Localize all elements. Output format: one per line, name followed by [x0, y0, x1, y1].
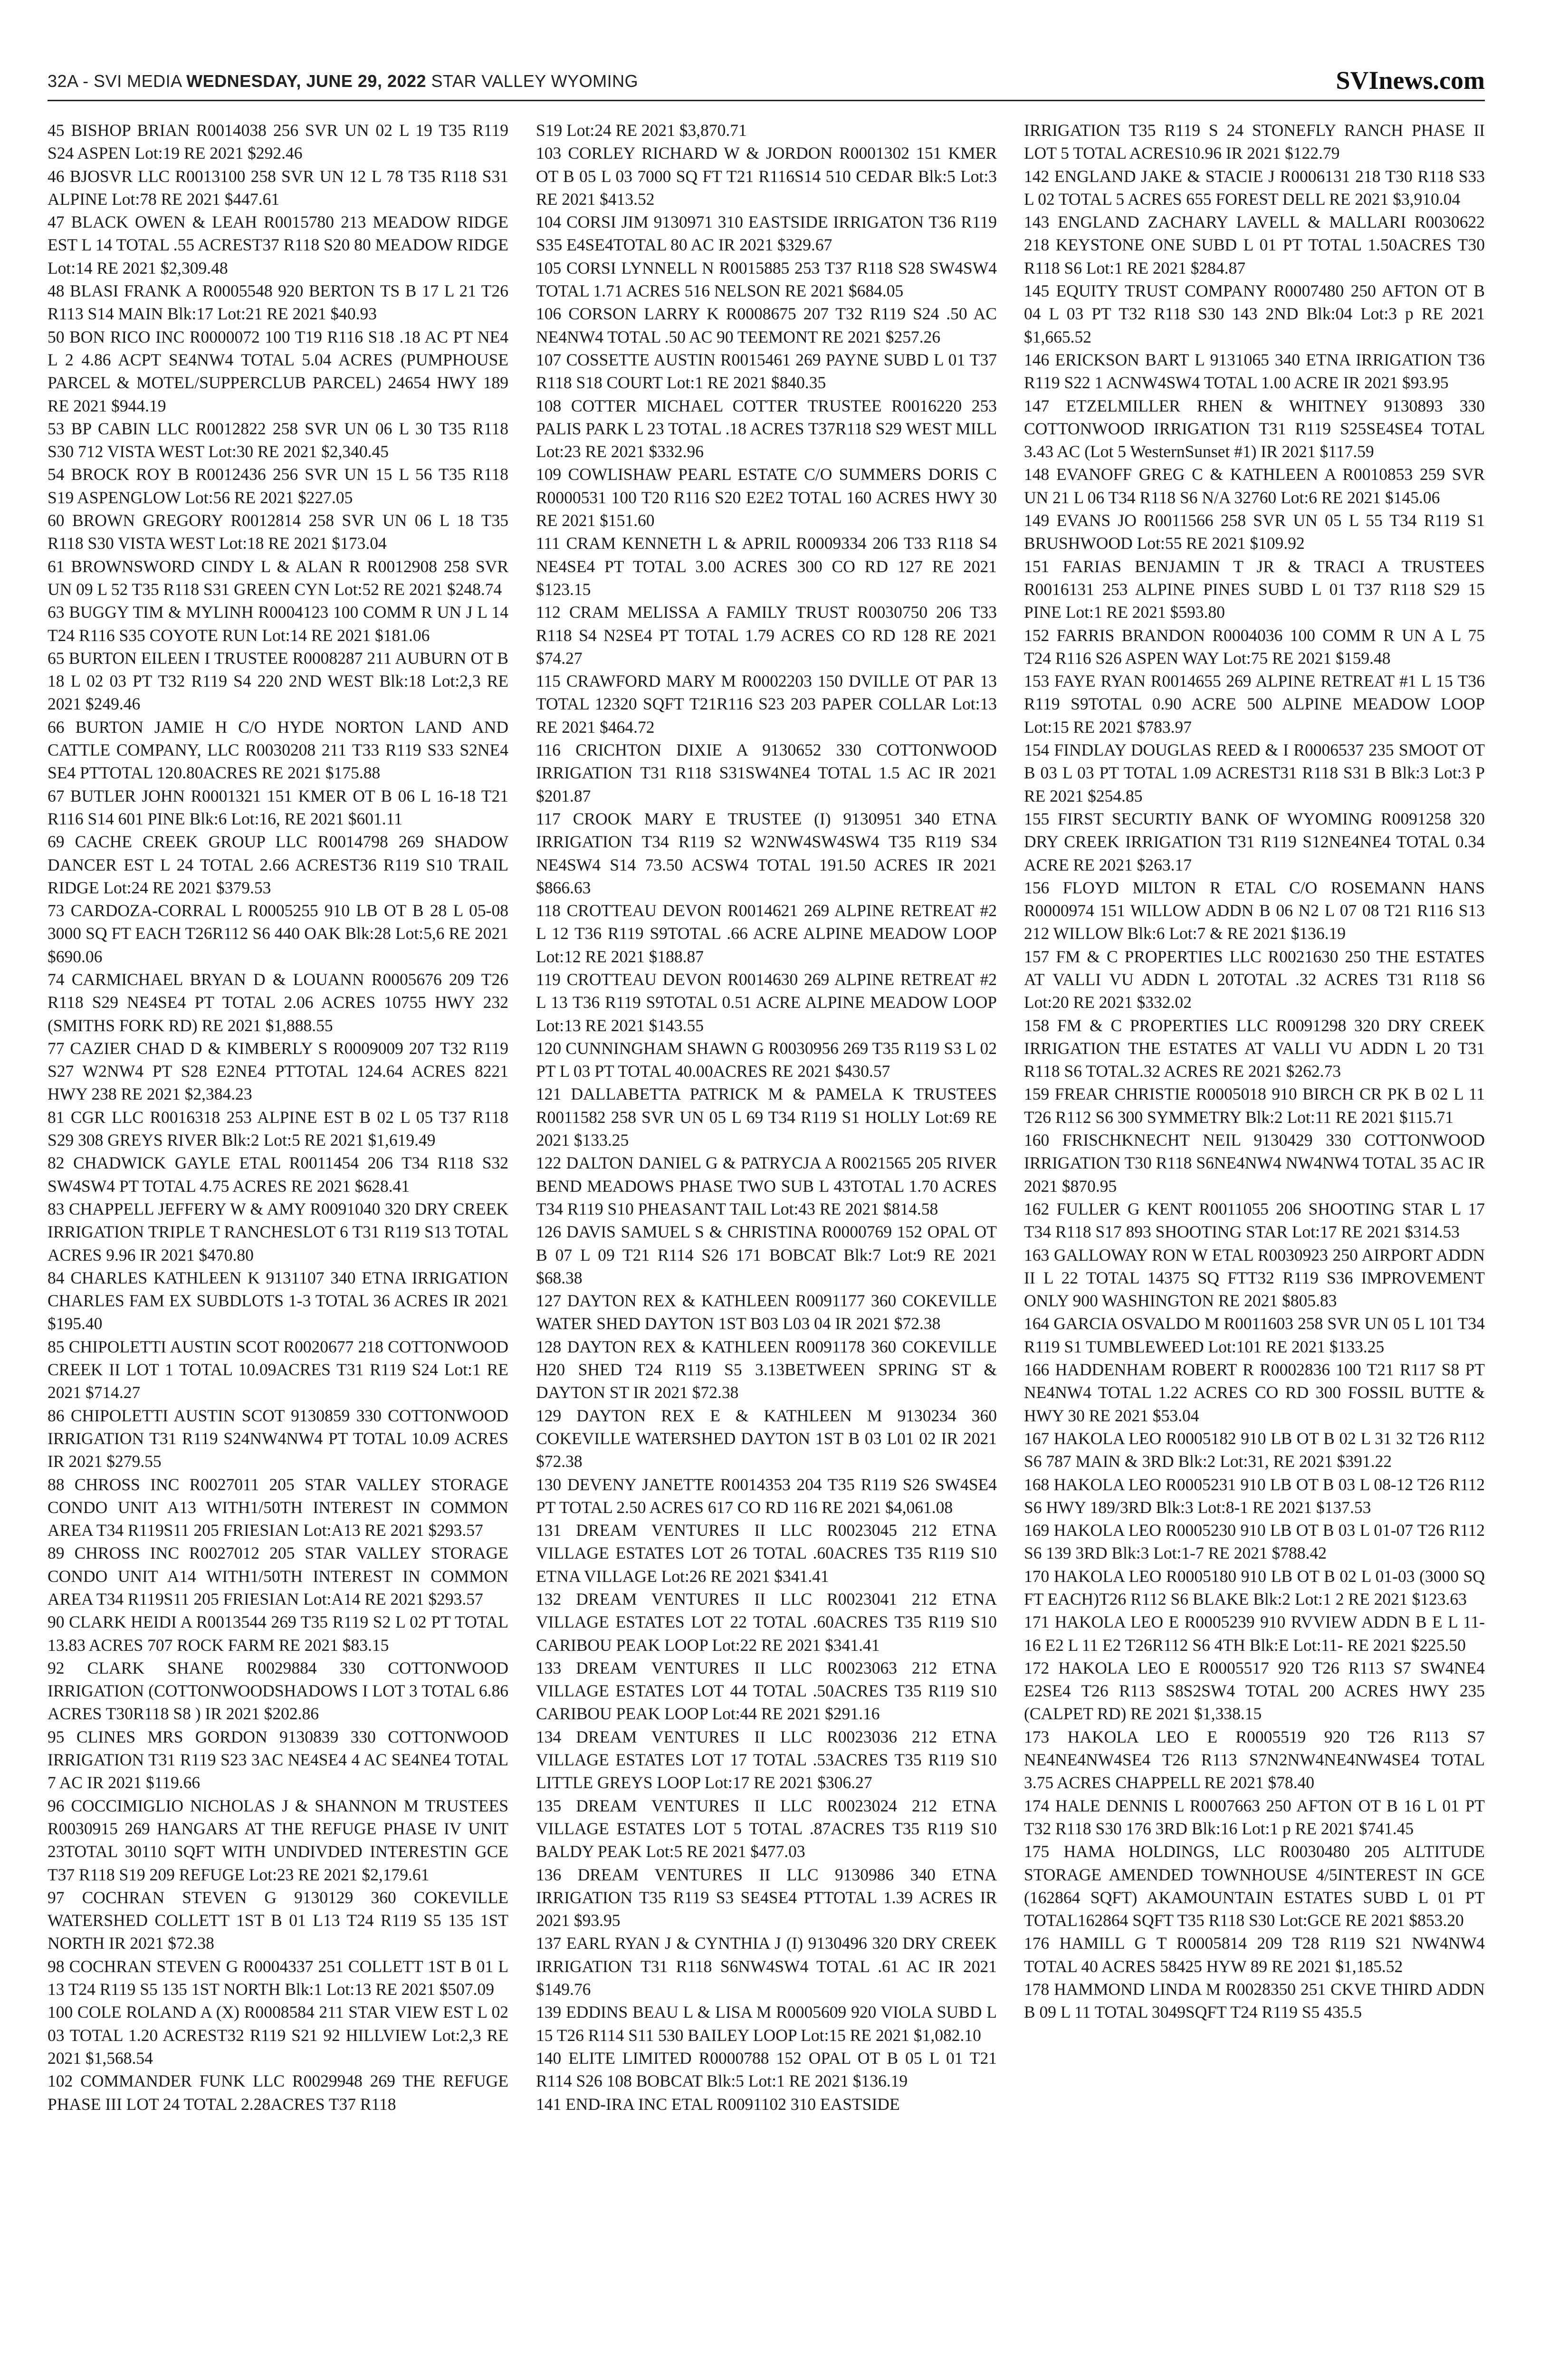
- tax-listing-entry: 141 END-IRA INC ETAL R0091102 310 EASTSIDE: [536, 2094, 900, 2114]
- tax-listing-entry: 92 CLARK SHANE R0029884 330 COTTONWOOD IRRIGATION (COTTONWOODSHADOWS I LOT 3 TOTAL 6.86 ACRES T30R118 S8 ) IR 2021 $202.86: [48, 1658, 508, 1724]
- tax-listing-entry: 166 HADDENHAM ROBERT R R0002836 100 T21 R117 S8 PT NE4NW4 TOTAL 1.22 ACRES CO RD 300 FOSSIL BUTTE & HWY 30 RE 2021 $53.04: [1024, 1360, 1485, 1425]
- tax-listing-entry: 151 FARIAS BENJAMIN T JR & TRACI A TRUSTEES R0016131 253 ALPINE PINES SUBD L 01 T37 R118 S29 15 PINE Lot:1 RE 2021 $593.80: [1024, 556, 1485, 622]
- section-label: 32A - SVI MEDIA: [48, 71, 182, 91]
- tax-listing-entry: 107 COSSETTE AUSTIN R0015461 269 PAYNE SUBD L 01 T37 R118 S18 COURT Lot:1 RE 2021 $840.35: [536, 350, 997, 393]
- tax-listing-entry: 108 COTTER MICHAEL COTTER TRUSTEE R0016220 253 PALIS PARK L 23 TOTAL .18 ACRES T37R118 S29 WEST MILL Lot:23 RE 2021 $332.96: [536, 396, 997, 461]
- tax-listing-entry: 146 ERICKSON BART L 9131065 340 ETNA IRRIGATION T36 R119 S22 1 ACNW4SW4 TOTAL 1.00 ACRE IR 2021 $93.95: [1024, 350, 1485, 393]
- tax-listing-entry: 84 CHARLES KATHLEEN K 9131107 340 ETNA IRRIGATION CHARLES FAM EX SUBDLOTS 1-3 TOTAL 36 ACRES IR 2021 $195.40: [48, 1268, 508, 1333]
- tax-listing-entry: 160 FRISCHKNECHT NEIL 9130429 330 COTTONWOOD IRRIGATION T30 R118 S6NE4NW4 NW4NW4 TOTAL 35 AC IR 2021 $870.95: [1024, 1131, 1485, 1196]
- tax-listing-entry: 142 ENGLAND JAKE & STACIE J R0006131 218 T30 R118 S33 L 02 TOTAL 5 ACRES 655 FOREST DELL RE 2021 $3,910.04: [1024, 166, 1485, 209]
- tax-listing-entry: 176 HAMILL G T R0005814 209 T28 R119 S21 NW4NW4 TOTAL 40 ACRES 58425 HYW 89 RE 2021 $1,185.52: [1024, 1934, 1485, 1976]
- tax-listing-entry: 119 CROTTEAU DEVON R0014630 269 ALPINE RETREAT #2 L 13 T36 R119 S9TOTAL 0.51 ACRE ALPINE MEADOW LOOP Lot:13 RE 2021 $143.55: [536, 969, 997, 1035]
- tax-listing-entry: 128 DAYTON REX & KATHLEEN R0091178 360 COKEVILLE H20 SHED T24 R119 S5 3.13BETWEEN SPRING ST & DAYTON ST IR 2021 $72.38: [536, 1337, 997, 1402]
- tax-listing-entry: 137 EARL RYAN J & CYNTHIA J (I) 9130496 320 DRY CREEK IRRIGATION T31 R118 S6NW4SW4 TOTAL .61 AC IR 2021 $149.76: [536, 1934, 997, 1999]
- publication-place: STAR VALLEY WYOMING: [431, 71, 639, 91]
- tax-listing-entry: 106 CORSON LARRY K R0008675 207 T32 R119 S24 .50 AC NE4NW4 TOTAL .50 AC 90 TEEMONT RE 2021 $257.26: [536, 304, 997, 346]
- tax-listing-entry: 172 HAKOLA LEO E R0005517 920 T26 R113 S7 SW4NE4 E2SE4 T26 R113 S8S2SW4 TOTAL 200 ACRES HWY 235 (CALPET RD) RE 2021 $1,338.15: [1024, 1658, 1485, 1724]
- tax-listing-entry: 149 EVANS JO R0011566 258 SVR UN 05 L 55 T34 R119 S1 BRUSHWOOD Lot:55 RE 2021 $109.92: [1024, 511, 1485, 553]
- tax-listing-entry: 135 DREAM VENTURES II LLC R0023024 212 ETNA VILLAGE ESTATES LOT 5 TOTAL .87ACRES T35 R119 S10 BALDY PEAK Lot:5 RE 2021 $477.03: [536, 1796, 997, 1861]
- tax-listing-entry: 155 FIRST SECURTIY BANK OF WYOMING R0091258 320 DRY CREEK IRRIGATION T31 R119 S12NE4NE4 TOTAL 0.34 ACRE RE 2021 $263.17: [1024, 809, 1485, 874]
- tax-listing-entry: 131 DREAM VENTURES II LLC R0023045 212 ETNA VILLAGE ESTATES LOT 26 TOTAL .60ACRES T35 R119 S10 ETNA VILLAGE Lot:26 RE 2021 $341.41: [536, 1521, 997, 1586]
- tax-listing-entry: 100 COLE ROLAND A (X) R0008584 211 STAR VIEW EST L 02 03 TOTAL 1.20 ACREST32 R119 S21 92 HILLVIEW Lot:2,3 RE 2021 $1,568.54: [48, 2002, 508, 2068]
- tax-listing-entry: 115 CRAWFORD MARY M R0002203 150 DVILLE OT PAR 13 TOTAL 12320 SQFT T21R116 S23 203 PAPER COLLAR Lot:13 RE 2021 $464.72: [536, 671, 997, 737]
- tax-listing-entry: 89 CHROSS INC R0027012 205 STAR VALLEY STORAGE CONDO UNIT A14 WITH1/50TH INTEREST IN COMMON AREA T34 R119S11 205 FRIESIAN Lot:A14 RE 2021 $293.57: [48, 1543, 508, 1609]
- tax-listing-entry: 171 HAKOLA LEO E R0005239 910 RVVIEW ADDN B E L 11-16 E2 L 11 E2 T26R112 S6 4TH Blk:E Lot:11- RE 2021 $225.50: [1024, 1612, 1485, 1655]
- tax-listing-entry: 118 CROTTEAU DEVON R0014621 269 ALPINE RETREAT #2 L 12 T36 R119 S9TOTAL .66 ACRE ALPINE MEADOW LOOP Lot:12 RE 2021 $188.87: [536, 901, 997, 966]
- tax-listing-entry: 156 FLOYD MILTON R ETAL C/O ROSEMANN HANS R0000974 151 WILLOW ADDN B 06 N2 L 07 08 T21 R116 S13 212 WILLOW Blk:6 Lot:7 & RE 2021 $136.19: [1024, 878, 1485, 943]
- tax-listing-entry: 145 EQUITY TRUST COMPANY R0007480 250 AFTON OT B 04 L 03 PT T32 R118 S30 143 2ND Blk:04 Lot:3 p RE 2021 $1,665.52: [1024, 281, 1485, 346]
- tax-listing-entry: 133 DREAM VENTURES II LLC R0023063 212 ETNA VILLAGE ESTATES LOT 44 TOTAL .50ACRES T35 R119 S10 CARIBOU PEAK LOOP Lot:44 RE 2021 $291.16: [536, 1658, 997, 1724]
- tax-listing-entry: 178 HAMMOND LINDA M R0028350 251 CKVE THIRD ADDN B 09 L 11 TOTAL 3049SQFT T24 R119 S5 435.5: [1024, 1980, 1485, 2022]
- legal-notice-column-3: [1024, 119, 1485, 2376]
- tax-listing-entry: 103 CORLEY RICHARD W & JORDON R0001302 151 KMER OT B 05 L 03 7000 SQ FT T21 R116S14 510 CEDAR Blk:5 Lot:3 RE 2021 $413.52: [536, 144, 997, 209]
- tax-listing-entry: 47 BLACK OWEN & LEAH R0015780 213 MEADOW RIDGE EST L 14 TOTAL .55 ACREST37 R118 S20 80 MEADOW RIDGE Lot:14 RE 2021 $2,309.48: [48, 212, 508, 278]
- tax-listing-entry: 159 FREAR CHRISTIE R0005018 910 BIRCH CR PK B 02 L 11 T26 R112 S6 300 SYMMETRY Blk:2 Lot:11 RE 2021 $115.71: [1024, 1084, 1485, 1127]
- tax-listing-entry: 154 FINDLAY DOUGLAS REED & I R0006537 235 SMOOT OT B 03 L 03 PT TOTAL 1.09 ACREST31 R118 S31 B Blk:3 Lot:3 P RE 2021 $254.85: [1024, 740, 1485, 805]
- tax-listing-entry: 90 CLARK HEIDI A R0013544 269 T35 R119 S2 L 02 PT TOTAL 13.83 ACRES 707 ROCK FARM RE 2021 $83.15: [48, 1612, 508, 1655]
- tax-listing-entry: 104 CORSI JIM 9130971 310 EASTSIDE IRRIGATON T36 R119 S35 E4SE4TOTAL 80 AC IR 2021 $329.67: [536, 212, 997, 255]
- legal-notice-column-1: [48, 119, 508, 2376]
- tax-listing-entry: 48 BLASI FRANK A R0005548 920 BERTON TS B 17 L 21 T26 R113 S14 MAIN Blk:17 Lot:21 RE 2021 $40.93: [48, 281, 508, 324]
- header-divider: [48, 100, 1485, 101]
- tax-listing-entry: 109 COWLISHAW PEARL ESTATE C/O SUMMERS DORIS C R0000531 100 T20 R116 S20 E2E2 TOTAL 160 ACRES HWY 30 RE 2021 $151.60: [536, 465, 997, 530]
- tax-listing-entry: 174 HALE DENNIS L R0007663 250 AFTON OT B 16 L 01 PT T32 R118 S30 176 3RD Blk:16 Lot:1 p RE 2021 $741.45: [1024, 1796, 1485, 1838]
- tax-listing-entry: 168 HAKOLA LEO R0005231 910 LB OT B 03 L 08-12 T26 R112 S6 HWY 189/3RD Blk:3 Lot:8-1 RE 2021 $137.53: [1024, 1475, 1485, 1517]
- tax-listing-entry: 83 CHAPPELL JEFFERY W & AMY R0091040 320 DRY CREEK IRRIGATION TRIPLE T RANCHESLOT 6 T31 R119 S13 TOTAL ACRES 9.96 IR 2021 $470.80: [48, 1199, 508, 1265]
- tax-listing-entry: 67 BUTLER JOHN R0001321 151 KMER OT B 06 L 16-18 T21 R116 S14 601 PINE Blk:6 Lot:16, RE 2021 $601.11: [48, 786, 508, 828]
- tax-listing-entry: 74 CARMICHAEL BRYAN D & LOUANN R0005676 209 T26 R118 S29 NE4SE4 PT TOTAL 2.06 ACRES 10755 HWY 232 (SMITHS FORK RD) RE 2021 $1,888.55: [48, 969, 508, 1035]
- tax-listing-entry: 129 DAYTON REX E & KATHLEEN M 9130234 360 COKEVILLE WATERSHED DAYTON 1ST B 03 L01 02 IR 2021 $72.38: [536, 1406, 997, 1471]
- tax-listing-entry: 173 HAKOLA LEO E R0005519 920 T26 R113 S7 NE4NE4NW4SE4 T26 R113 S7N2NW4NE4NW4SE4 TOTAL 3.75 ACRES CHAPPELL RE 2021 $78.40: [1024, 1727, 1485, 1792]
- tax-listing-entry: IRRIGATION T35 R119 S 24 STONEFLY RANCH PHASE II LOT 5 TOTAL ACRES10.96 IR 2021 $122.79: [1024, 121, 1485, 163]
- tax-listing-entry: 143 ENGLAND ZACHARY LAVELL & MALLARI R0030622 218 KEYSTONE ONE SUBD L 01 PT TOTAL 1.50ACRES T30 R118 S6 Lot:1 RE 2021 $284.87: [1024, 212, 1485, 278]
- tax-listing-entry: 170 HAKOLA LEO R0005180 910 LB OT B 02 L 01-03 (3000 SQ FT EACH)T26 R112 S6 BLAKE Blk:2 Lot:1 2 RE 2021 $123.63: [1024, 1566, 1485, 1609]
- tax-listing-entry: 167 HAKOLA LEO R0005182 910 LB OT B 02 L 31 32 T26 R112 S6 787 MAIN & 3RD Blk:2 Lot:31, RE 2021 $391.22: [1024, 1428, 1485, 1471]
- issue-date: WEDNESDAY, JUNE 29, 2022: [186, 71, 427, 91]
- tax-listing-entry: 117 CROOK MARY E TRUSTEE (I) 9130951 340 ETNA IRRIGATION T34 R119 S2 W2NW4SW4SW4 T35 R119 S34 NE4SW4 S14 73.50 ACSW4 TOTAL 191.50 ACRES IR 2021 $866.63: [536, 809, 997, 897]
- tax-listing-entry: 98 COCHRAN STEVEN G R0004337 251 COLLETT 1ST B 01 L 13 T24 R119 S5 135 1ST NORTH Blk:1 Lot:13 RE 2021 $507.09: [48, 1956, 508, 1999]
- tax-listing-entry: 53 BP CABIN LLC R0012822 258 SVR UN 06 L 30 T35 R118 S30 712 VISTA WEST Lot:30 RE 2021 $2,340.45: [48, 419, 508, 461]
- tax-listing-entry: 169 HAKOLA LEO R0005230 910 LB OT B 03 L 01-07 T26 R112 S6 139 3RD Blk:3 Lot:1-7 RE 2021 $788.42: [1024, 1521, 1485, 1563]
- tax-listing-entry: 136 DREAM VENTURES II LLC 9130986 340 ETNA IRRIGATION T35 R119 S3 SE4SE4 PTTOTAL 1.39 ACRES IR 2021 $93.95: [536, 1865, 997, 1930]
- tax-listing-entry: 102 COMMANDER FUNK LLC R0029948 269 THE REFUGE PHASE III LOT 24 TOTAL 2.28ACRES T37 R118: [48, 2071, 508, 2114]
- tax-listing-entry: 116 CRICHTON DIXIE A 9130652 330 COTTONWOOD IRRIGATION T31 R118 S31SW4NE4 TOTAL 1.5 AC IR 2021 $201.87: [536, 740, 997, 805]
- tax-listing-entry: 82 CHADWICK GAYLE ETAL R0011454 206 T34 R118 S32 SW4SW4 PT TOTAL 4.75 ACRES RE 2021 $628.41: [48, 1153, 508, 1196]
- tax-listing-entry: 65 BURTON EILEEN I TRUSTEE R0008287 211 AUBURN OT B 18 L 02 03 PT T32 R119 S4 220 2ND WEST Blk:18 Lot:2,3 RE 2021 $249.46: [48, 648, 508, 714]
- tax-listing-entry: 162 FULLER G KENT R0011055 206 SHOOTING STAR L 17 T34 R118 S17 893 SHOOTING STAR Lot:17 RE 2021 $314.53: [1024, 1199, 1485, 1242]
- tax-listing-entry: 158 FM & C PROPERTIES LLC R0091298 320 DRY CREEK IRRIGATION THE ESTATES AT VALLI VU ADDN L 20 T31 R118 S6 TOTAL.32 ACRES RE 2021 $262.73: [1024, 1016, 1485, 1081]
- tax-listing-entry: 63 BUGGY TIM & MYLINH R0004123 100 COMM R UN J L 14 T24 R116 S35 COYOTE RUN Lot:14 RE 2021 $181.06: [48, 603, 508, 645]
- tax-listing-entry: 96 COCCIMIGLIO NICHOLAS J & SHANNON M TRUSTEES R0030915 269 HANGARS AT THE REFUGE PHASE IV UNIT 23TOTAL 30110 SQFT WITH UNDIVDED INTERESTIN GCE T37 R118 S19 209 REFUGE Lot:23 RE 2021 $2,179.61: [48, 1796, 508, 1884]
- tax-listing-entry: 60 BROWN GREGORY R0012814 258 SVR UN 06 L 18 T35 R118 S30 VISTA WEST Lot:18 RE 2021 $173.04: [48, 511, 508, 553]
- tax-listing-entry: 163 GALLOWAY RON W ETAL R0030923 250 AIRPORT ADDN II L 22 TOTAL 14375 SQ FTT32 R119 S36 IMPROVEMENT ONLY 900 WASHINGTON RE 2021 $805.83: [1024, 1245, 1485, 1311]
- page-folio: [48, 71, 638, 91]
- tax-listing-entry: 95 CLINES MRS GORDON 9130839 330 COTTONWOOD IRRIGATION T31 R119 S23 3AC NE4SE4 4 AC SE4NE4 TOTAL 7 AC IR 2021 $119.66: [48, 1727, 508, 1792]
- tax-listing-entry: 85 CHIPOLETTI AUSTIN SCOT R0020677 218 COTTONWOOD CREEK II LOT 1 TOTAL 10.09ACRES T31 R119 S24 Lot:1 RE 2021 $714.27: [48, 1337, 508, 1402]
- masthead: [48, 66, 1485, 99]
- tax-listing-entry: 127 DAYTON REX & KATHLEEN R0091177 360 COKEVILLE WATER SHED DAYTON 1ST B03 L03 04 IR 2021 $72.38: [536, 1291, 997, 1333]
- tax-listing-entry: 147 ETZELMILLER RHEN & WHITNEY 9130893 330 COTTONWOOD IRRIGATION T31 R119 S25SE4SE4 TOTAL 3.43 AC (Lot 5 WesternSunset #1) IR 2021 $117.59: [1024, 396, 1485, 461]
- tax-listing-entry: 66 BURTON JAMIE H C/O HYDE NORTON LAND AND CATTLE COMPANY, LLC R0030208 211 T33 R119 S33 S2NE4 SE4 PTTOTAL 120.80ACRES RE 2021 $175.88: [48, 717, 508, 783]
- tax-listing-entry: 45 BISHOP BRIAN R0014038 256 SVR UN 02 L 19 T35 R119 S24 ASPEN Lot:19 RE 2021 $292.46: [48, 121, 508, 163]
- tax-listing-entry: 105 CORSI LYNNELL N R0015885 253 T37 R118 S28 SW4SW4 TOTAL 1.71 ACRES 516 NELSON RE 2021 $684.05: [536, 258, 997, 301]
- tax-listing-entry: 140 ELITE LIMITED R0000788 152 OPAL OT B 05 L 01 T21 R114 S26 108 BOBCAT Blk:5 Lot:1 RE 2021 $136.19: [536, 2048, 997, 2091]
- tax-listing-entry: 134 DREAM VENTURES II LLC R0023036 212 ETNA VILLAGE ESTATES LOT 17 TOTAL .53ACRES T35 R119 S10 LITTLE GREYS LOOP Lot:17 RE 2021 $306.27: [536, 1727, 997, 1792]
- tax-listing-entry: 77 CAZIER CHAD D & KIMBERLY S R0009009 207 T32 R119 S27 W2NW4 PT S28 E2NE4 PTTOTAL 124.64 ACRES 8221 HWY 238 RE 2021 $2,384.23: [48, 1038, 508, 1104]
- tax-listing-entry: 152 FARRIS BRANDON R0004036 100 COMM R UN A L 75 T24 R116 S26 ASPEN WAY Lot:75 RE 2021 $159.48: [1024, 625, 1485, 668]
- tax-listing-entry: 148 EVANOFF GREG C & KATHLEEN A R0010853 259 SVR UN 21 L 06 T34 R118 S6 N/A 32760 Lot:6 RE 2021 $145.06: [1024, 465, 1485, 507]
- tax-listing-entry: 81 CGR LLC R0016318 253 ALPINE EST B 02 L 05 T37 R118 S29 308 GREYS RIVER Blk:2 Lot:5 RE 2021 $1,619.49: [48, 1107, 508, 1150]
- tax-listing-entry: 122 DALTON DANIEL G & PATRYCJA A R0021565 205 RIVER BEND MEADOWS PHASE TWO SUB L 43TOTAL 1.70 ACRES T34 R119 S10 PHEASANT TAIL Lot:43 RE 2021 $814.58: [536, 1153, 997, 1218]
- tax-listing-entry: 54 BROCK ROY B R0012436 256 SVR UN 15 L 56 T35 R118 S19 ASPENGLOW Lot:56 RE 2021 $227.05: [48, 465, 508, 507]
- tax-listing-entry: 175 HAMA HOLDINGS, LLC R0030480 205 ALTITUDE STORAGE AMENDED TOWNHOUSE 4/5INTEREST IN GCE (162864 SQFT) AKAMOUNTAIN ESTATES SUBD L 01 PT TOTAL162864 SQFT T35 R118 S30 Lot:GCE RE 2021 $853.20: [1024, 1842, 1485, 1930]
- tax-listing-entry: 139 EDDINS BEAU L & LISA M R0005609 920 VIOLA SUBD L 15 T26 R114 S11 530 BAILEY LOOP Lot:15 RE 2021 $1,082.10: [536, 2002, 997, 2045]
- tax-listing-entry: 46 BJOSVR LLC R0013100 258 SVR UN 12 L 78 T35 R118 S31 ALPINE Lot:78 RE 2021 $447.61: [48, 166, 508, 209]
- site-logo[interactable]: SVInews.com: [1336, 66, 1485, 95]
- tax-listing-entry: 153 FAYE RYAN R0014655 269 ALPINE RETREAT #1 L 15 T36 R119 S9TOTAL 0.90 ACRE 500 ALPINE MEADOW LOOP Lot:15 RE 2021 $783.97: [1024, 671, 1485, 737]
- tax-listing-entry: 88 CHROSS INC R0027011 205 STAR VALLEY STORAGE CONDO UNIT A13 WITH1/50TH INTEREST IN COMMON AREA T34 R119S11 205 FRIESIAN Lot:A13 RE 2021 $293.57: [48, 1475, 508, 1540]
- tax-listing-entry: 157 FM & C PROPERTIES LLC R0021630 250 THE ESTATES AT VALLI VU ADDN L 20TOTAL .32 ACRES T31 R118 S6 Lot:20 RE 2021 $332.02: [1024, 947, 1485, 1012]
- tax-listing-entry: 132 DREAM VENTURES II LLC R0023041 212 ETNA VILLAGE ESTATES LOT 22 TOTAL .60ACRES T35 R119 S10 CARIBOU PEAK LOOP Lot:22 RE 2021 $341.41: [536, 1590, 997, 1655]
- tax-listing-entry: 126 DAVIS SAMUEL S & CHRISTINA R0000769 152 OPAL OT B 07 L 09 T21 R114 S26 171 BOBCAT Blk:7 Lot:9 RE 2021 $68.38: [536, 1222, 997, 1287]
- tax-listing-entry: 97 COCHRAN STEVEN G 9130129 360 COKEVILLE WATERSHED COLLETT 1ST B 01 L13 T24 R119 S5 135 1ST NORTH IR 2021 $72.38: [48, 1887, 508, 1953]
- tax-listing-entry: 50 BON RICO INC R0000072 100 T19 R116 S18 .18 AC PT NE4 L 2 4.86 ACPT SE4NW4 TOTAL 5.04 ACRES (PUMPHOUSE PARCEL & MOTEL/SUPPERCLUB PARCEL) 24654 HWY 189 RE 2021 $944.19: [48, 327, 508, 415]
- tax-listing-entry: 120 CUNNINGHAM SHAWN G R0030956 269 T35 R119 S3 L 02 PT L 03 PT TOTAL 40.00ACRES RE 2021 $430.57: [536, 1038, 997, 1081]
- tax-listing-entry: 61 BROWNSWORD CINDY L & ALAN R R0012908 258 SVR UN 09 L 52 T35 R118 S31 GREEN CYN Lot:52 RE 2021 $248.74: [48, 556, 508, 599]
- tax-listing-entry: 164 GARCIA OSVALDO M R0011603 258 SVR UN 05 L 101 T34 R119 S1 TUMBLEWEED Lot:101 RE 2021 $133.25: [1024, 1314, 1485, 1356]
- tax-listing-entry: 112 CRAM MELISSA A FAMILY TRUST R0030750 206 T33 R118 S4 N2SE4 PT TOTAL 1.79 ACRES CO RD 128 RE 2021 $74.27: [536, 603, 997, 668]
- tax-listing-entry: 121 DALLABETTA PATRICK M & PAMELA K TRUSTEES R0011582 258 SVR UN 05 L 69 T34 R119 S1 HOLLY Lot:69 RE 2021 $133.25: [536, 1084, 997, 1150]
- tax-listing-entry: 130 DEVENY JANETTE R0014353 204 T35 R119 S26 SW4SE4 PT TOTAL 2.50 ACRES 617 CO RD 116 RE 2021 $4,061.08: [536, 1475, 997, 1517]
- tax-listing-entry: 69 CACHE CREEK GROUP LLC R0014798 269 SHADOW DANCER EST L 24 TOTAL 2.66 ACREST36 R119 S10 TRAIL RIDGE Lot:24 RE 2021 $379.53: [48, 832, 508, 897]
- tax-listing-entry: 73 CARDOZA-CORRAL L R0005255 910 LB OT B 28 L 05-08 3000 SQ FT EACH T26R112 S6 440 OAK Blk:28 Lot:5,6 RE 2021 $690.06: [48, 901, 508, 966]
- legal-notice-column-2: [536, 119, 997, 2376]
- tax-listing-entry: 86 CHIPOLETTI AUSTIN SCOT 9130859 330 COTTONWOOD IRRIGATION T31 R119 S24NW4NW4 PT TOTAL 10.09 ACRES IR 2021 $279.55: [48, 1406, 508, 1471]
- tax-listing-entry: S19 Lot:24 RE 2021 $3,870.71: [536, 121, 747, 140]
- tax-listing-entry: 111 CRAM KENNETH L & APRIL R0009334 206 T33 R118 S4 NE4SE4 PT TOTAL 3.00 ACRES 300 CO RD 127 RE 2021 $123.15: [536, 534, 997, 599]
